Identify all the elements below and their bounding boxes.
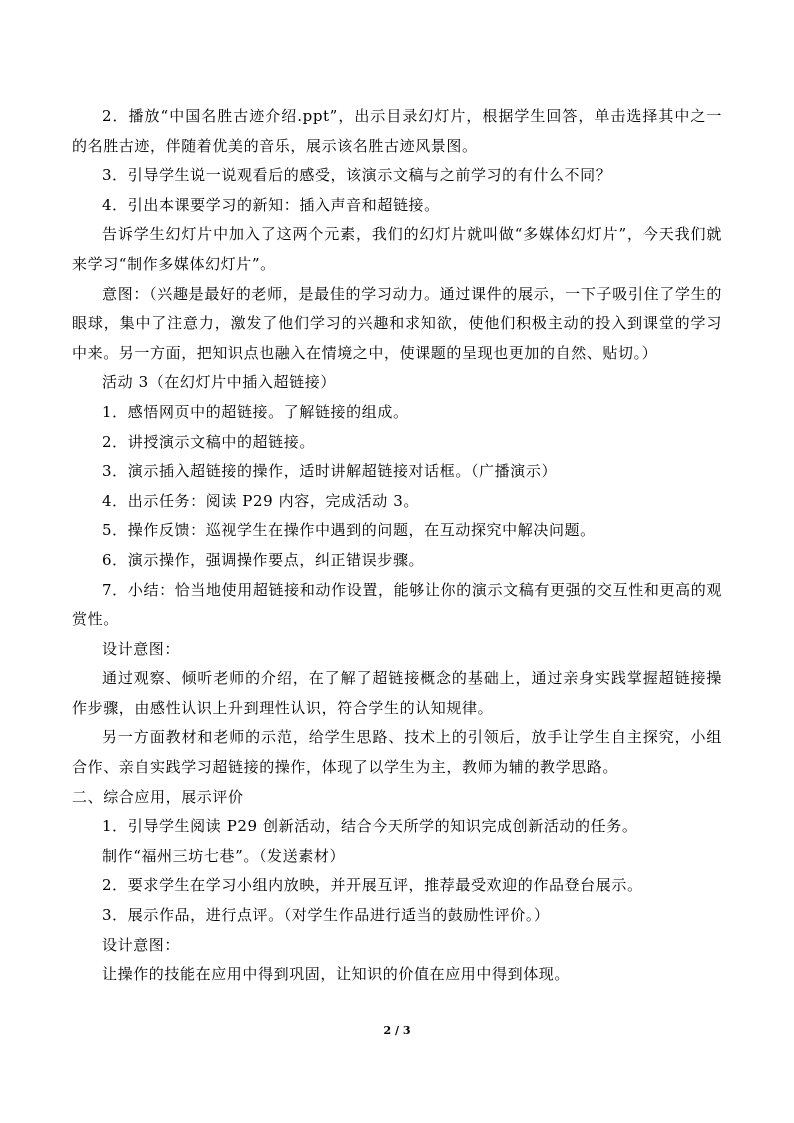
paragraph: 1．引导学生阅读 P29 创新活动，结合今天所学的知识完成创新活动的任务。 [102,817,638,836]
paragraph: 7．小结：恰当地使用超链接和动作设置，能够让你的演示文稿有更强的交互性和更高的观赏性。 [72,580,722,629]
page-number: 2 / 3 [383,1024,411,1037]
paragraph: 让操作的技能在应用中得到巩固，让知识的价值在应用中得到体现。 [102,965,571,984]
paragraph: 4．引出本课要学习的新知：插入声音和超链接。 [102,195,440,214]
paragraph: 3．引导学生说一说观看后的感受，该演示文稿与之前学习的有什么不同？ [102,166,612,185]
paragraph: 告诉学生幻灯片中加入了这两个元素，我们的幻灯片就叫做“多媒体幻灯片”，今天我们就来学习“制作多媒体幻灯片”。 [72,225,722,273]
paragraph: 1．感悟网页中的超链接。了解链接的组成。 [102,402,409,421]
paragraph: 活动 3（在幻灯片中插入超链接） [102,373,336,392]
paragraph: 6．演示操作，强调操作要点，纠正错误步骤。 [102,550,425,569]
paragraph: 二、综合应用，展示评价 [72,787,244,806]
paragraph: 另一方面教材和老师的示范，给学生思路、技术上的引领后，放手让学生自主探究，小组合作、亲自实践学习超链接的操作，体现了以学生为主，教师为辅的教学思路。 [72,728,722,777]
paragraph: 2．要求学生在学习小组内放映，并开展互评，推荐最受欢迎的作品登台展示。 [102,876,643,895]
paragraph: 4．出示任务：阅读 P29 内容，完成活动 3。 [102,491,419,510]
paragraph: 制作“福州三坊七巷”。（发送素材） [102,846,346,865]
paragraph: 通过观察、倾听老师的介绍，在了解了超链接概念的基础上，通过亲身实践掌握超链接操作步骤，由感性认识上升到理性认识，符合学生的认知规律。 [72,669,722,717]
document-body [72,102,722,990]
paragraph: 2．播放“中国名胜古迹介绍.ppt”，出示目录幻灯片，根据学生回答，单击选择其中之一的名胜古迹，伴随着优美的音乐，展示该名胜古迹风景图。 [72,107,722,155]
paragraph: 2．讲授演示文稿中的超链接。 [102,432,315,451]
paragraph: 设计意图： [102,639,181,658]
paragraph: 意图：（兴趣是最好的老师，是最佳的学习动力。通过课件的展示，一下子吸引住了学生的眼球，集中了注意力，激发了他们学习的兴趣和求知欲，使他们积极主动的投入到课堂的学习中来。另一方面，把知识点也融入在情境之中，使课题的呈现也更加的自然、贴切。） [72,284,722,362]
paragraph: 3．演示插入超链接的操作，适时讲解超链接对话框。（广播演示） [102,462,558,481]
paragraph: 3．展示作品，进行点评。（对学生作品进行适当的鼓励性评价。） [102,906,550,925]
paragraph: 5．操作反馈：巡视学生在操作中遇到的问题，在互动探究中解决问题。 [102,521,596,540]
paragraph: 设计意图： [102,935,181,954]
